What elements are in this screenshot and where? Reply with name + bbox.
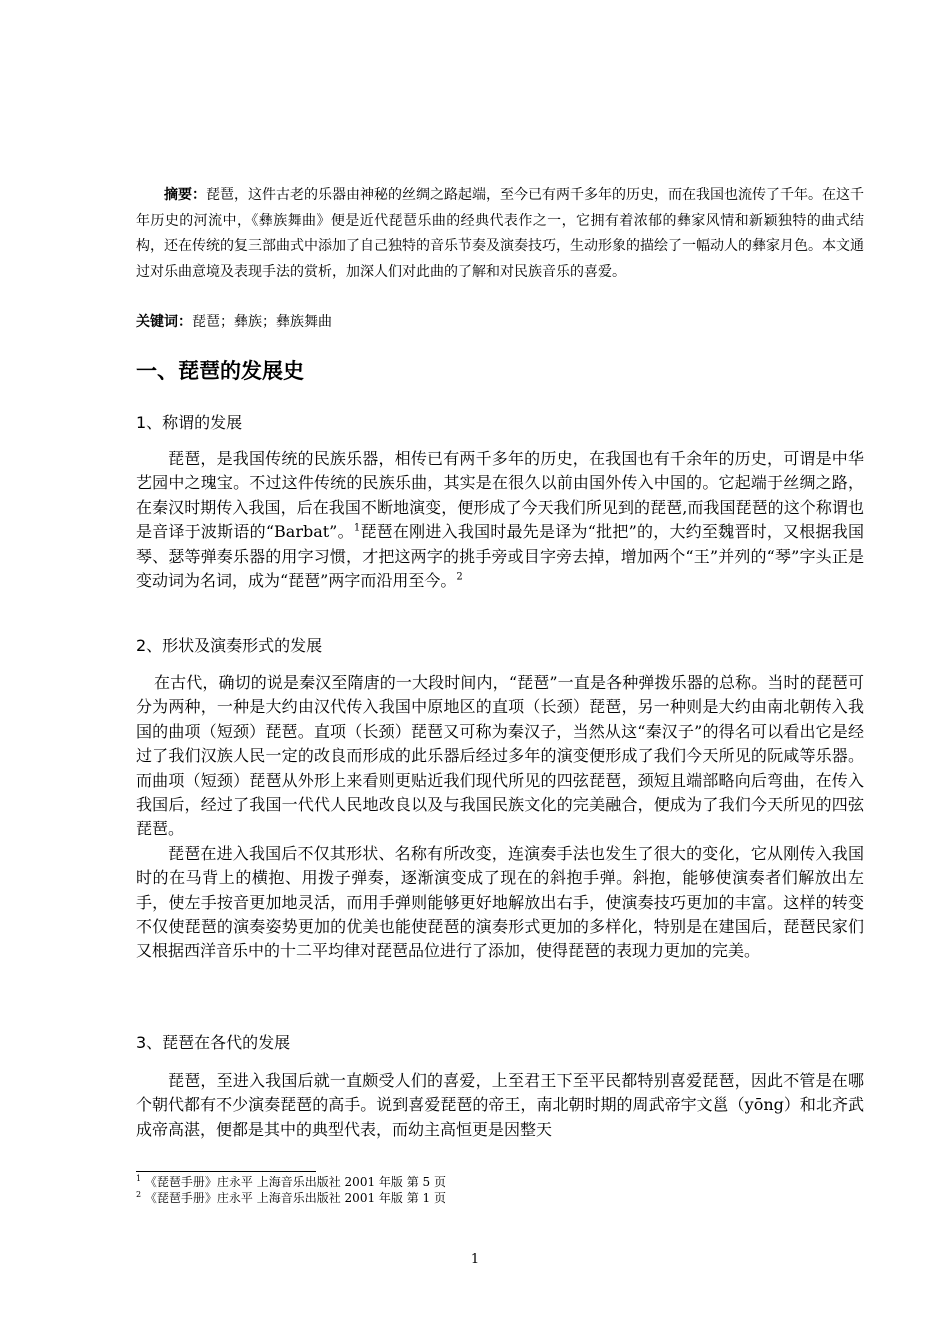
page-number: 1 [470, 1252, 480, 1267]
subsection-2-body [136, 671, 864, 964]
paragraph: 琵琶，至进入我国后就一直颇受人们的喜爱，上至君王下至平民都特别喜爱琵琶，因此不管是在哪个朝代都有不少演奏琵琶的高手。说到喜爱琵琶的帝王，南北朝时期的周武帝宇文邕（yōng）和北齐武成帝高湛，便都是其中的典型代表，而幼主高恒更是因整天 [136, 1071, 864, 1139]
footnote-text: 《琵琶手册》庄永平 上海音乐出版社 2001 年版 第 1 页 [144, 1191, 446, 1205]
subsection-heading-2: 2、形状及演奏形式的发展 [136, 636, 323, 655]
footnote [136, 1190, 446, 1206]
subsection-heading-3: 3、琵琶在各代的发展 [136, 1033, 291, 1052]
abstract [136, 183, 864, 285]
footnote-ref[interactable]: 2 [456, 571, 463, 583]
paragraph-text: 琵琶，是我国传统的民族乐器，相传已有两千多年的历史，在我国也有千余年的历史，可谓是中华艺园中之瑰宝。不过这件传统的民族乐曲，其实是在很久以前由国外传入中国的。它起端于丝绸之路，在秦汉时期传入我国，后在我国不断地演变，便形成了今天我们所见到的琵琶,而我国琵琶的这个称谓也是音译于波斯语的“Barbat”。 [136, 449, 864, 542]
keywords-text: 琵琶；彝族；彝族舞曲 [192, 314, 332, 330]
footnote-divider [136, 1171, 316, 1172]
abstract-text: 琵琶，这件古老的乐器由神秘的丝绸之路起端，至今已有两千多年的历史，而在我国也流传了千年。在这千年历史的河流中，《彝族舞曲》便是近代琵琶乐曲的经典代表作之一，它拥有着浓郁的彝家风情和新颖独特的曲式结构，还在传统的复三部曲式中添加了自己独特的音乐节奏及演奏技巧，生动形象的描绘了一幅动人的彝家月色。本文通过对乐曲意境及表现手法的赏析，加深人们对此曲的了解和对民族音乐的喜爱。 [136, 187, 864, 280]
section-heading-1: 一、琵琶的发展史 [136, 359, 304, 383]
keywords-label: 关键词： [136, 314, 192, 330]
subsection-1-body [136, 447, 864, 593]
subsection-3-body [136, 1069, 864, 1142]
footnote-number: 1 [136, 1174, 142, 1183]
footnote-text: 《琵琶手册》庄永平 上海音乐出版社 2001 年版 第 5 页 [144, 1175, 446, 1189]
paragraph-text: 琵琶在刚进入我国时最先是译为“批把”的，大约至魏晋时，又根据我国琴、瑟等弹奏乐器的用字习惯，才把这两字的挑手旁或目字旁去掉，增加两个“王”并列的“琴”字头正是变动词为名词，成为“琵琶”两字而沿用至今。 [136, 522, 864, 591]
footnote [136, 1174, 446, 1190]
paragraph: 琵琶在进入我国后不仅其形状、名称有所改变，连演奏手法也发生了很大的变化，它从刚传入我国时的在马背上的横抱、用拨子弹奏，逐渐演变成了现在的斜抱手弹。斜抱，能够使演奏者们解放出左手，使左手按音更加地灵活，而用手弹则能够更好地解放出右手，使演奏技巧更加的丰富。这样的转变不仅使琵琶的演奏姿势更加的优美也能使琵琶的演奏形式更加的多样化，特别是在建国后，琵琶民家们又根据西洋音乐中的十二平均律对琵琶品位进行了添加，使得琵琶的表现力更加的完美。 [136, 843, 864, 961]
footnotes [136, 1174, 446, 1206]
footnote-ref[interactable]: 1 [353, 522, 361, 534]
paragraph: 在古代，确切的说是秦汉至隋唐的一大段时间内，“琵琶”一直是各种弹拨乐器的总称。当时的琵琶可分为两种，一种是大约由汉代传入我国中原地区的直项（长颈）琵琶，另一种则是大约由南北朝传入我国的曲项（短颈）琵琶。直项（长颈）琵琶又可称为秦汉子，当然从这“秦汉子”的得名可以看出它是经过了我们汉族人民一定的改良而形成的此乐器后经过多年的演变便形成了我们今天所见的阮咸等乐器。而曲项（短颈）琵琶从外形上来看则更贴近我们现代所见的四弦琵琶，颈短且端部略向后弯曲，在传入我国后，经过了我国一代代人民地改良以及与我国民族文化的完美融合，便成为了我们今天所见的四弦琵琶。 [136, 673, 864, 839]
subsection-heading-1: 1、称谓的发展 [136, 413, 243, 432]
keywords [136, 310, 332, 334]
paragraph [136, 447, 864, 593]
footnote-number: 2 [136, 1190, 142, 1199]
abstract-label: 摘要： [164, 187, 206, 203]
